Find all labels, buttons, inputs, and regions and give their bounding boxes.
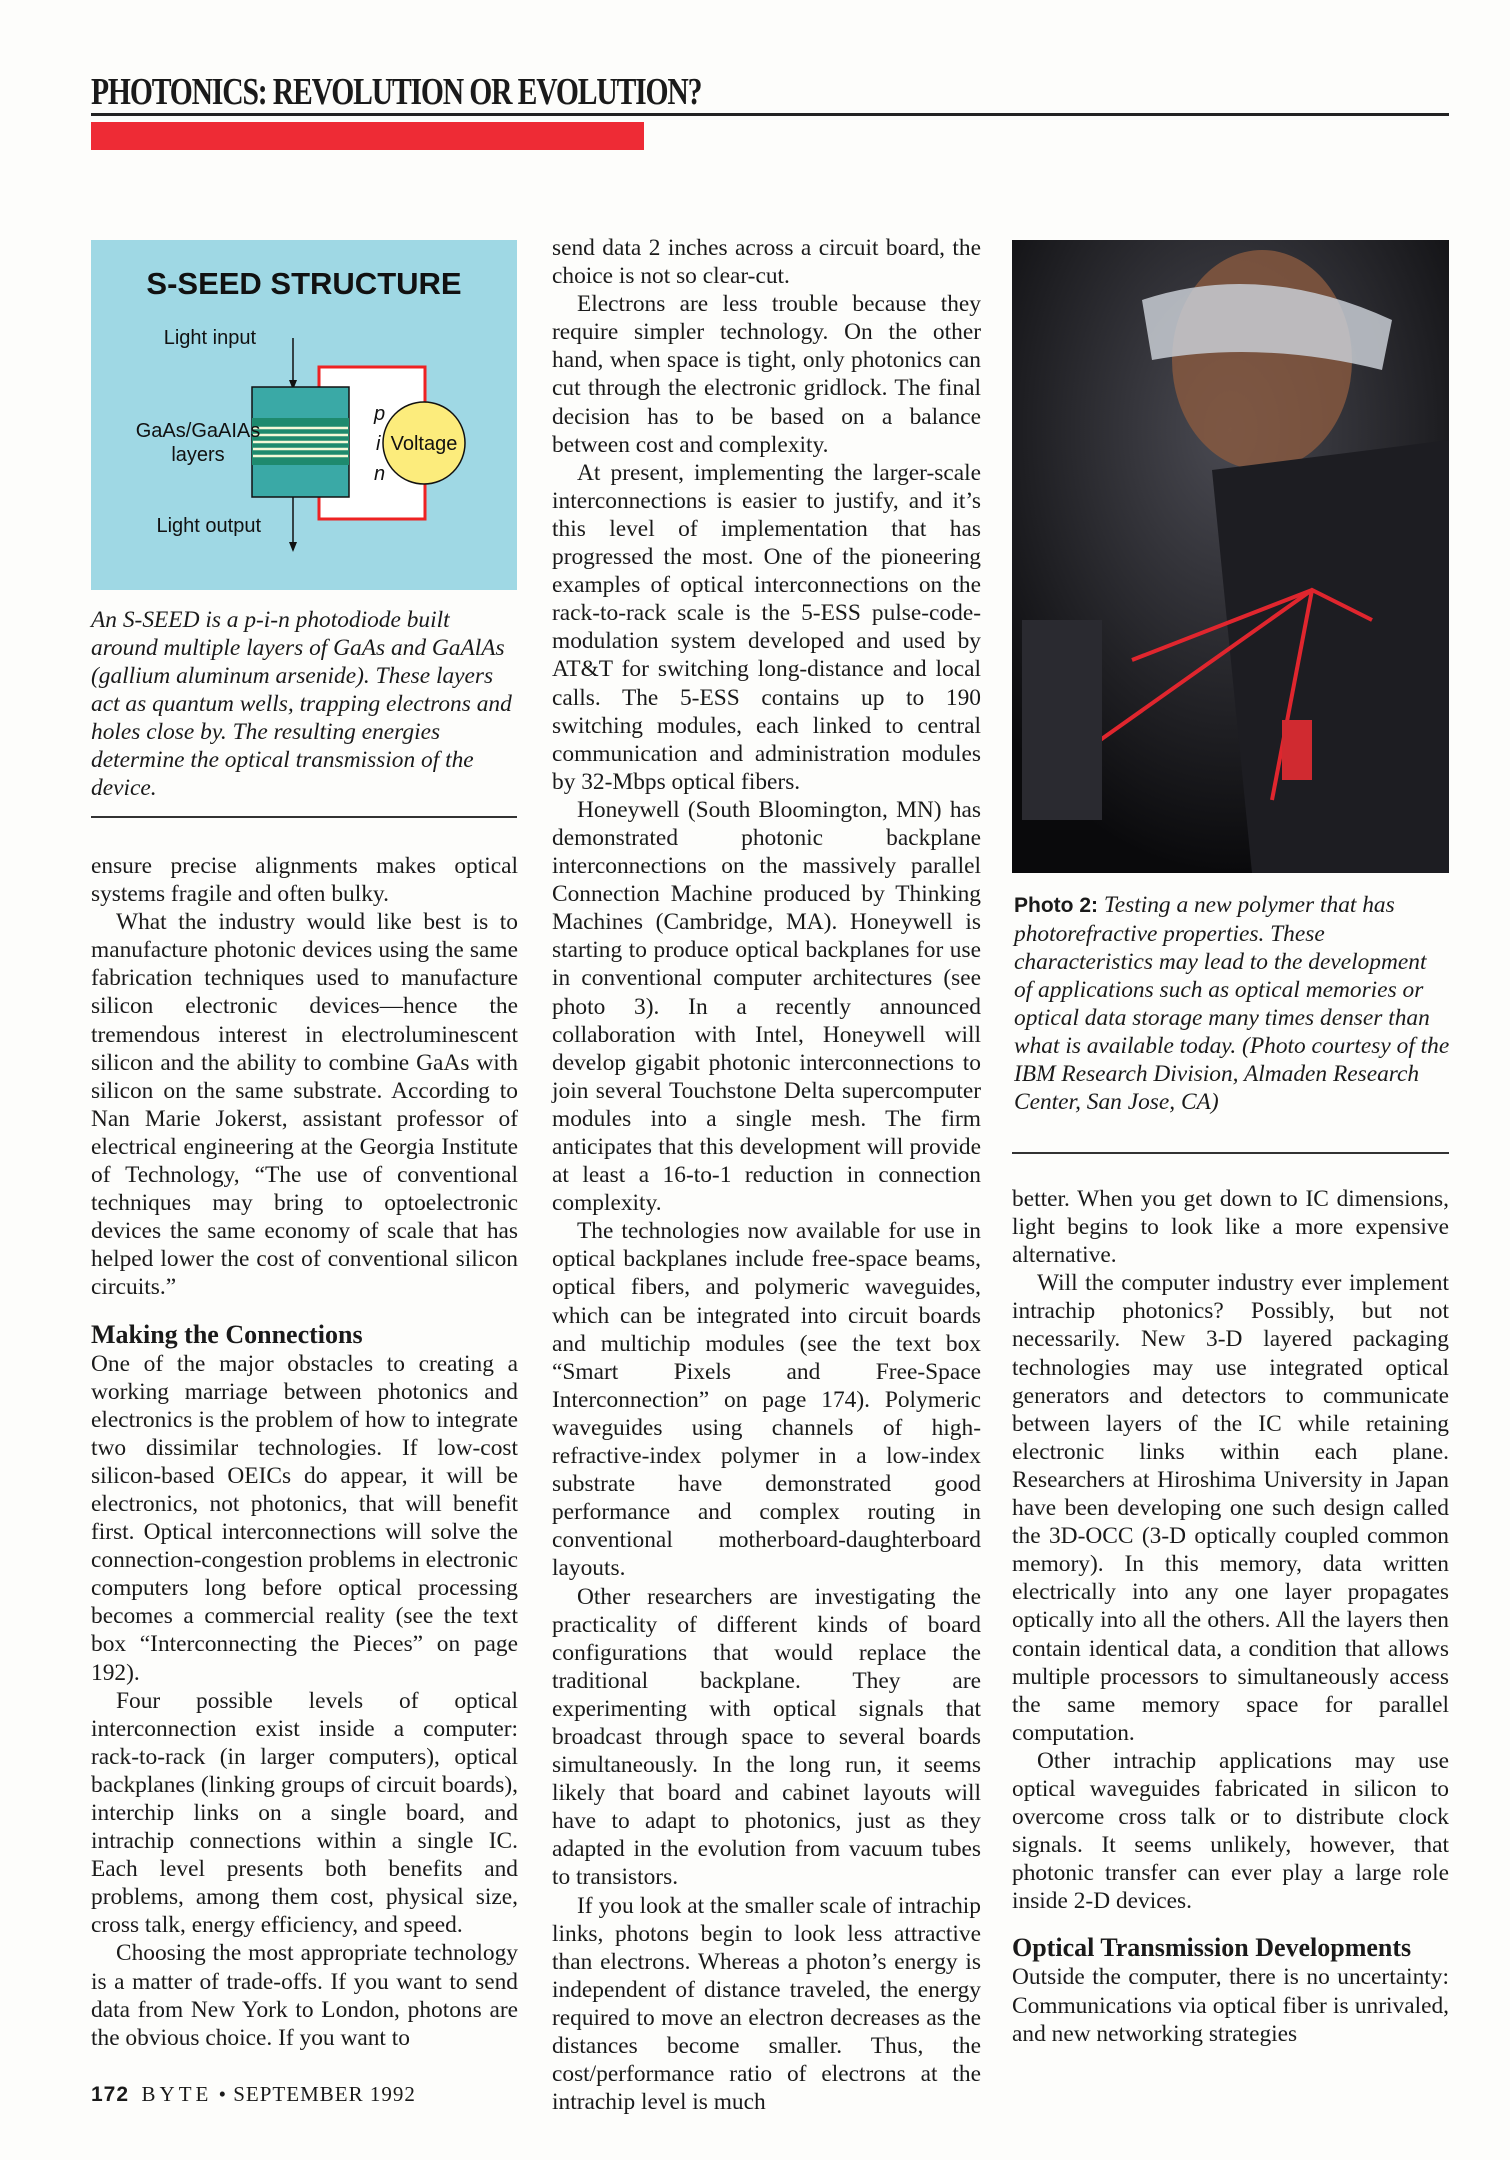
column-2 <box>552 234 981 2116</box>
layers-label-1: GaAs/GaAIAs <box>135 420 261 442</box>
paragraph: Four possible levels of optical interconnection exist inside a computer: rack-to-rack (in larger computers), optical backplanes (linking groups of circuit boards), interchip links on a single board, and intrachip connections within a single IC. Each level presents both benefits and problems, among them cost, physical size, cross talk, energy efficiency, and speed. <box>91 1687 518 1939</box>
paragraph: At present, implementing the larger-scale interconnections is easier to justify, and it’s this level of implementation that has progressed the most. One of the pioneering examples of optical interconnections on the rack-to-rack scale is the 5-ESS pulse-code-modulation system developed and used by AT&T for switching long-distance and local calls. The 5-ESS contains up to 190 switching modules, each linked to central communication and administration modules by 32-Mbps optical fibers. <box>552 459 981 795</box>
paragraph: Will the computer industry ever implement intrachip photonics? Possibly, but not necessarily. New 3-D layered packaging technologies may use integrated optical generators and detectors to communicate between layers of the IC while retaining electronic links within each plane. Researchers at Hiroshima University in Japan have been developing one such design called the 3D-OCC (3-D optically coupled common memory). In this memory, data written electrically into any one layer propagates optically into all the others. All the layers then contain identical data, a condition that allows multiple processors to simultaneously access the same memory space for parallel computation. <box>1012 1270 1449 1746</box>
photo-label: Photo 2: <box>1014 894 1098 917</box>
paragraph: Electrons are less trouble because they require simpler technology. On the other hand, when space is tight, only photonics can cut through the electronic gridlock. The final decision has to be based on a balance between cost and complexity. <box>552 291 981 458</box>
accent-bar <box>91 122 644 150</box>
n-label: n <box>374 463 386 485</box>
column-3 <box>1012 1185 1449 2048</box>
magazine-name: BYTE <box>141 2082 213 2106</box>
page-footer <box>91 2082 416 2107</box>
s-seed-diagram <box>91 240 517 590</box>
caption-rule <box>91 816 517 818</box>
footer-separator: • <box>218 2082 227 2106</box>
paragraph: If you look at the smaller scale of intrachip links, photons begin to look less attractive than electrons. Whereas a photon’s energy is independent of distance traveled, the energy required to move an electron decreases as the distances become smaller. Thus, the cost/performance ratio of electrons at the intrachip level is much <box>552 1892 981 2116</box>
paragraph: Choosing the most appropriate technology is a matter of trade-offs. If you want to send data from New York to London, photons are the obvious choice. If you want to <box>91 1940 518 2051</box>
p-label: p <box>374 403 386 425</box>
diagram-title: S-SEED STRUCTURE <box>146 266 462 301</box>
photo-caption-text: Testing a new polymer that has photorefractive properties. These characteristics may lead to the development of applications such as optical memories or optical data storage many times denser than what is available today. (Photo courtesy of the IBM Research Division, Almaden Research Center, San Jose, CA) <box>1014 892 1450 1115</box>
page-headline: PHOTONICS: REVOLUTION OR EVOLUTION? <box>91 71 702 113</box>
light-output-label: Light output <box>156 515 261 537</box>
paragraph: Outside the computer, there is no uncertainty: Communications via optical fiber is unrivaled, and new networking strategies <box>1012 1964 1449 2047</box>
paragraph: ensure precise alignments makes optical systems fragile and often bulky. <box>91 853 518 908</box>
voltage-label: Voltage <box>390 433 458 455</box>
paragraph: Other researchers are investigating the practicality of different kinds of board configurations that would replace the traditional backplane. They are experimenting with optical signals that broadcast through space to several boards simultaneously. In the long run, it seems likely that board and cabinet layouts will have to adapt to photonics, just as they adapted in the evolution from vacuum tubes to transistors. <box>552 1583 981 1891</box>
section-heading: Making the Connections <box>91 1319 363 1349</box>
page-number: 172 <box>91 2083 130 2106</box>
issue-date: SEPTEMBER 1992 <box>233 2082 416 2106</box>
caption-rule <box>1012 1152 1449 1154</box>
lab-photo <box>1012 240 1449 873</box>
i-label: i <box>376 433 381 455</box>
paragraph: send data 2 inches across a circuit board, the choice is not so clear-cut. <box>552 235 981 290</box>
layers-label-2: layers <box>171 444 225 466</box>
photo-caption <box>1014 891 1450 1116</box>
column-1 <box>91 852 518 2052</box>
section-heading: Optical Transmission Developments <box>1012 1933 1412 1963</box>
light-input-label: Light input <box>163 327 256 349</box>
paragraph: One of the major obstacles to creating a working marriage between photonics and electronics is the problem of how to integrate two dissimilar technologies. If low-cost silicon-based OEICs do appear, it will be electronics, not photonics, that will benefit first. Optical interconnections will solve the connection-congestion problems in electronic computers long before optical processing becomes a commercial reality (see the text box “Interconnecting the Pieces” on page 192). <box>91 1350 518 1686</box>
paragraph: Honeywell (South Bloomington, MN) has demonstrated photonic backplane interconnections on the massively parallel Connection Machine produced by Thinking Machines (Cambridge, MA). Honeywell is starting to produce optical backplanes for use in conventional computer architectures (see photo 3). In a recently announced collaboration with Intel, Honeywell will develop gigabit photonic interconnections to join several Touchstone Delta supercomputer modules into a single mesh. The firm anticipates that this development will provide at least a 16-to-1 reduction in connection complexity. <box>552 796 981 1217</box>
paragraph: What the industry would like best is to manufacture photonic devices using the same fabrication techniques used to manufacture silicon electronic devices—hence the tremendous interest in electroluminescent silicon and the ability to combine GaAs with silicon on the same substrate. According to Nan Marie Jokerst, assistant professor of electrical engineering at the Georgia Institute of Technology, “The use of conventional techniques may bring to optoelectronic devices the same economy of scale that has helped lower the cost of conventional silicon circuits.” <box>91 909 518 1301</box>
diagram-caption: An S-SEED is a p-i-n photodiode built around multiple layers of GaAs and GaAlAs (gallium aluminum arsenide). These layers act as quantum wells, trapping electrons and holes close by. The resulting energies determine the optical transmission of the device. <box>91 607 512 801</box>
paragraph: better. When you get down to IC dimensions, light begins to look like a more expensive alternative. <box>1012 1186 1449 1269</box>
output-arrow-head <box>289 542 297 552</box>
header-rule <box>91 113 1449 116</box>
paragraph: The technologies now available for use in optical backplanes include free-space beams, optical fibers, and polymeric waveguides, which can be integrated into circuit boards and multichip modules (see the text box “Smart Pixels and Free-Space Interconnection” on page 174). Polymeric waveguides using channels of high-refractive-index polymer in a low-index substrate have demonstrated good performance and complex routing in conventional motherboard-daughterboard layouts. <box>552 1218 981 1582</box>
paragraph: Other intrachip applications may use optical waveguides fabricated in silicon to overcome cross talk or to distribute clock signals. It seems unlikely, however, that photonic transfer can ever play a large role inside 2-D devices. <box>1012 1747 1449 1915</box>
